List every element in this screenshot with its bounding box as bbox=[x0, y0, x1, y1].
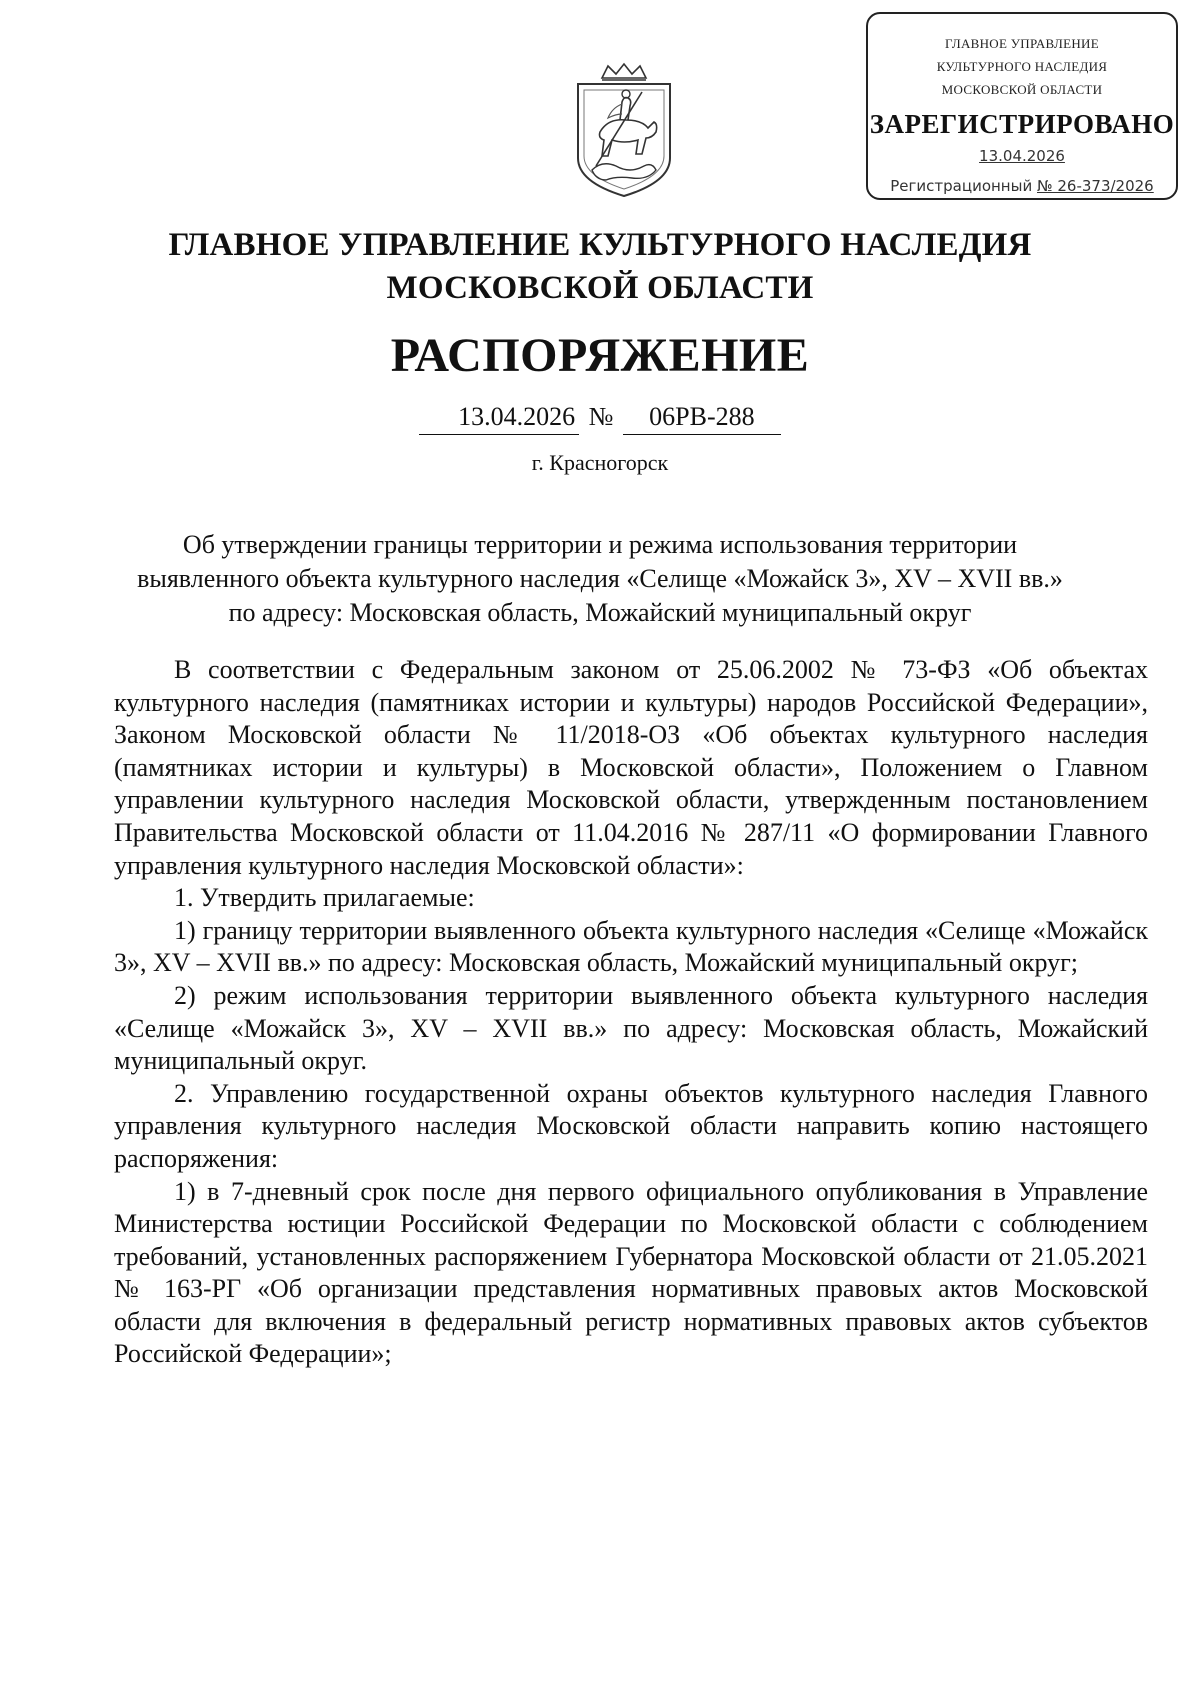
document-subject bbox=[100, 528, 1100, 630]
stamp-reg-value: № 26-373/2026 bbox=[1037, 177, 1154, 195]
document-type: РАСПОРЯЖЕНИЕ bbox=[390, 329, 810, 382]
body-paragraph-item-1: 1. Утвердить прилагаемые: bbox=[174, 883, 475, 913]
body-paragraph-item-2: 2. Управлению государственной охраны объектов культурного наследия Главного управления культурного наследия Московской области направить копию настоящего распоряжения: bbox=[114, 1078, 1148, 1173]
stamp-org-line-1: ГЛАВНОЕ УПРАВЛЕНИЕ bbox=[945, 36, 1099, 51]
stamp-status: ЗАРЕГИСТРИРОВАНО bbox=[869, 109, 1175, 139]
stamp-org-line-2: КУЛЬТУРНОГО НАСЛЕДИЯ bbox=[936, 59, 1108, 74]
registration-stamp bbox=[866, 12, 1178, 200]
body-paragraph-item-1-2: 2) режим использования территории выявленного объекта культурного наследия «Селище «Можайск 3», XV – XVII вв.» по адресу: Московская область, Можайский муниципальный округ. bbox=[114, 980, 1148, 1076]
document-body bbox=[114, 654, 1148, 1371]
body-paragraph-item-1-1: 1) границу территории выявленного объекта культурного наследия «Селище «Можайск 3», XV – XVII вв.» по адресу: Московская область, Можайский муниципальный округ; bbox=[114, 915, 1148, 978]
subject-line-1: Об утверждении границы территории и режима использования территории bbox=[182, 530, 1018, 559]
stamp-reg-number bbox=[868, 175, 1176, 197]
stamp-org-line-3: МОСКОВСКОЙ ОБЛАСТИ bbox=[941, 82, 1103, 97]
organization-title-line-2: МОСКОВСКОЙ ОБЛАСТИ bbox=[386, 270, 814, 306]
number-sign: № bbox=[588, 402, 614, 431]
stamp-date: 13.04.2026 bbox=[979, 147, 1065, 165]
body-paragraph-item-2-1: 1) в 7-дневный срок после дня первого официального опубликования в Управление Министерства юстиции Российской Федерации по Московской области с соблюдением требований, установленных распоряжением Губернатора Московской области от 21.05.2021 № 163-РГ «Об организации представления нормативных правовых актов Московской области для включения в федеральный регистр нормативных правовых актов субъектов Российской Федерации»; bbox=[114, 1176, 1148, 1369]
organization-title-line-1: ГЛАВНОЕ УПРАВЛЕНИЕ КУЛЬТУРНОГО НАСЛЕДИЯ bbox=[168, 227, 1032, 263]
stamp-reg-label: Регистрационный bbox=[890, 177, 1033, 195]
moscow-oblast-coat-of-arms-icon bbox=[572, 62, 676, 200]
date-number-line bbox=[0, 400, 1200, 435]
organization-title bbox=[0, 224, 1200, 310]
body-paragraph-preamble: В соответствии с Федеральным законом от 25.06.2002 № 73-ФЗ «Об объектах культурного наследия (памятниках истории и культуры) народов Российской Федерации», Законом Московской области № 11/2018-ОЗ «Об объектах культурного наследия (памятниках истории и культуры) в Московской области», Положением о Главном управлении культурного наследия Московской области, утвержденным постановлением Правительства Московской области от 11.04.2016 № 287/11 «О формировании Главного управления культурного наследия Московской области»: bbox=[114, 655, 1148, 880]
subject-line-3: по адресу: Московская область, Можайский муниципальный округ bbox=[228, 598, 972, 627]
city: г. Красногорск bbox=[531, 450, 669, 475]
subject-line-2: выявленного объекта культурного наследия «Селище «Можайск 3», XV – XVII вв.» bbox=[137, 564, 1063, 593]
document-number: 06РВ-288 bbox=[623, 400, 781, 435]
document-date: 13.04.2026 bbox=[419, 400, 579, 435]
